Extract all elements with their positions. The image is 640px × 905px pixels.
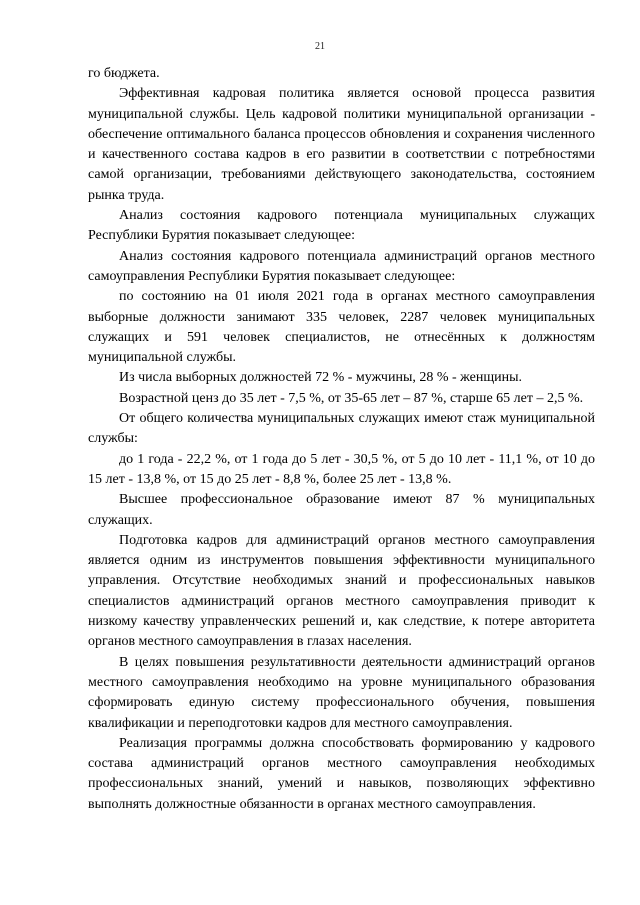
document-body [88,64,595,815]
paragraph-analysis-administrations: Анализ состояния кадрового потенциала администраций органов местного самоуправления Республики Бурятия показывает следующее: [88,248,595,284]
paragraph-service-tenure-intro: От общего количества муниципальных служащих имеют стаж муниципальной службы: [88,411,595,447]
paragraph-hr-policy: Эффективная кадровая политика является основой процесса развития муниципальной службы. Цель кадровой политики муниципальной организации - обеспечение оптимального баланса процессов обновления и сохранения численного и качественного состава кадров в его развитии в соответствии с потребностями самой организации, требованиями действующего законодательства, состоянием рынка труда. [88,86,595,203]
paragraph-gender-split: Из числа выборных должностей 72 % - мужчины, 28 % - женщины. [119,370,523,386]
paragraph-service-tenure-values: до 1 года - 22,2 %, от 1 года до 5 лет - 30,5 %, от 5 до 10 лет - 11,1 %, от 10 до 15 лет - 13,8 %, от 15 до 25 лет - 8,8 %, более 25 лет - 13,8 %. [88,451,595,487]
paragraph-staff-counts: по состоянию на 01 июля 2021 года в органах местного самоуправления выборные должности занимают 335 человек, 2287 человек муниципальных служащих и 591 человек специалистов, не отнесённых к должностям муниципальной службы. [88,289,595,366]
paragraph-training-system: В целях повышения результативности деятельности администраций органов местного самоуправления необходимо на уровне муниципального образования сформировать единую систему профессионального обучения, повышения квалификации и переподготовки кадров для местного самоуправления. [88,654,595,731]
paragraph-analysis-municipal: Анализ состояния кадрового потенциала муниципальных служащих Республики Бурятия показывает следующее: [88,208,595,244]
paragraph-continuation: го бюджета. [88,66,160,81]
paragraph-program-goal: Реализация программы должна способствовать формированию у кадрового состава администраций органов местного самоуправления необходимых профессиональных знаний, умений и навыков, позволяющих эффективно выполнять должностные обязанности в органах местного самоуправления. [88,735,595,812]
paragraph-higher-education: Высшее профессиональное образование имеют 87 % муниципальных служащих. [88,492,595,528]
paragraph-training-importance: Подготовка кадров для администраций органов местного самоуправления является одним из инструментов повышения эффективности муниципального управления. Отсутствие необходимых знаний и профессиональных навыков специалистов администраций органов местного самоуправления приводит к низкому качеству управленческих решений и, как следствие, к потере авторитета органов местного самоуправления в глазах населения. [88,532,595,650]
paragraph-age-distribution: Возрастной ценз до 35 лет - 7,5 %, от 35-65 лет – 87 %, старше 65 лет – 2,5 %. [119,390,584,406]
page-number: 21 [315,41,325,52]
